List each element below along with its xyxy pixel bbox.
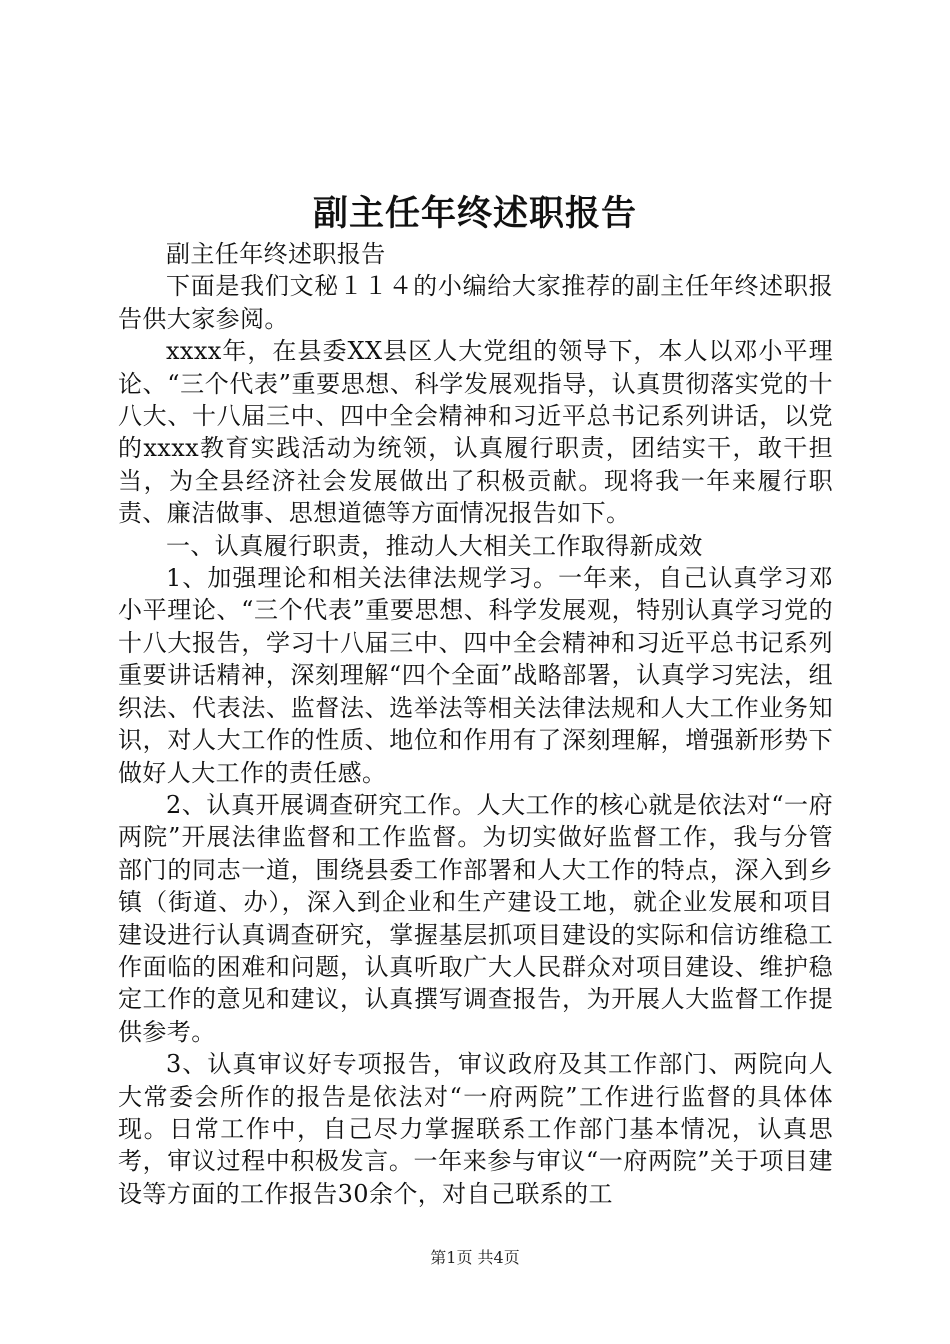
page-number-footer: 第1页 共4页 [430,1248,520,1267]
paragraph-item-1: 1、加强理论和相关法律法规学习。一年来，自己认真学习邓小平理论、“三个代表”重要思想、科学发展观，特别认真学习党的十八大报告，学习十八届三中、四中全会精神和习近平总书记系列重要讲话精神，深刻理解“四个全面”战略部署，认真学习宪法，组织法、代表法、监督法、选举法等相关法律法规和人大工作业务知识，对人大工作的性质、地位和作用有了深刻理解，增强新形势下做好人大工作的责任感。 [118,564,833,787]
paragraph-overview: xxxx年，在县委XX县区人大党组的领导下，本人以邓小平理论、“三个代表”重要思想、科学发展观指导，认真贯彻落实党的十八大、十八届三中、四中全会精神和习近平总书记系列讲话，以党的xxxx教育实践活动为统领，认真履行职责，团结实干，敢干担当，为全县经济社会发展做出了积极贡献。现将我一年来履行职责、廉洁做事、思想道德等方面情况报告如下。 [118,337,833,528]
paragraph-subtitle: 副主任年终述职报告 [166,240,386,268]
paragraph-intro: 下面是我们文秘１１４的小编给大家推荐的副主任年终述职报告供大家参阅。 [118,272,833,333]
document-body [118,238,833,1210]
paragraph-item-2: 2、认真开展调查研究工作。人大工作的核心就是依法对“一府两院”开展法律监督和工作监督。为切实做好监督工作，我与分管部门的同志一道，围绕县委工作部署和人大工作的特点，深入到乡镇（街道、办），深入到企业和生产建设工地，就企业发展和项目建设进行认真调查研究，掌握基层抓项目建设的实际和信访维稳工作面临的困难和问题，认真听取广大人民群众对项目建设、维护稳定工作的意见和建议，认真撰写调查报告，为开展人大监督工作提供参考。 [118,790,833,1046]
section-heading: 一、认真履行职责，推动人大相关工作取得新成效 [166,531,703,560]
paragraph-item-3: 3、认真审议好专项报告，审议政府及其工作部门、两院向人大常委会所作的报告是依法对“一府两院”工作进行监督的具体体现。日常工作中，自己尽力掌握联系工作部门基本情况，认真思考，审议过程中积极发言。一年来参与审议“一府两院”关于项目建设等方面的工作报告30余个，对自己联系的工 [118,1050,833,1208]
document-title: 副主任年终述职报告 [312,193,637,234]
